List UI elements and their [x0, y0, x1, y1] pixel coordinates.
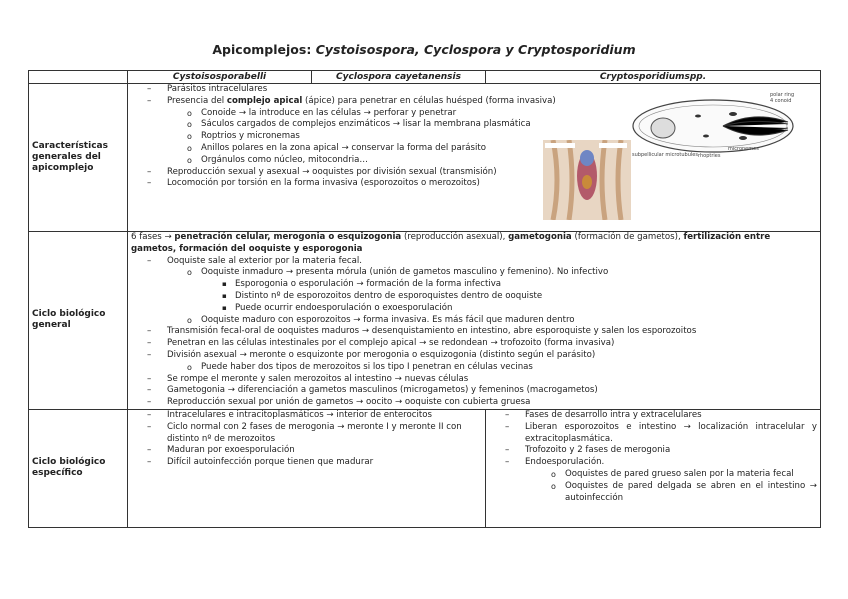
row-label: Características generales del apicomplejo — [29, 84, 128, 232]
header-empty — [29, 71, 128, 84]
list-item: – Endoesporulación. — [489, 457, 817, 469]
list-item — [131, 291, 817, 303]
life-cycle-list — [131, 256, 817, 409]
row-general-life-cycle — [29, 232, 821, 410]
text-run: Orgánulos como núcleo, mitocondria… — [201, 154, 369, 165]
list-item: – Maduran por exoesporulación — [131, 445, 482, 457]
list-item — [131, 178, 817, 190]
text-run: penetración celular, merogonia o esquizogonia — [174, 232, 402, 242]
life-cycle-intro — [131, 232, 817, 256]
list-item: o Ooquistes de pared grueso salen por la materia fecal — [489, 469, 817, 481]
list-item: – Fases de desarrollo intra y extracelulares — [489, 410, 817, 422]
text-run: Puede haber dos tipos de merozoitos si los tipo I penetran en células vecinas — [201, 361, 533, 372]
text-run: 6 fases → — [131, 232, 175, 242]
list-item — [131, 303, 817, 315]
list-item: – Difícil autoinfección porque tienen que madurar — [131, 457, 482, 469]
diagram-label-micronemes: micronemes — [728, 146, 759, 152]
list-item — [131, 315, 817, 327]
text-run: Penetran en las células intestinales por el complejo apical → se redondean → trofozoito (forma invasiva) — [167, 338, 615, 349]
text-run: complejo apical — [226, 95, 303, 106]
list-item — [131, 385, 817, 397]
list-item — [131, 338, 817, 350]
text-run: Presencia del — [167, 95, 227, 106]
diagram-label-microtubules: subpellicular microtubules — [632, 152, 698, 158]
text-run: Gametogonia → diferenciación a gametos masculinos (microgametos) y femeninos (macrogametos) — [167, 385, 598, 396]
text-run: (reproducción asexual), — [401, 232, 509, 242]
diagram-label-rhoptries: rhoptries — [698, 153, 721, 158]
text-run: Ooquiste maduro con esporozoitos → forma invasiva. Es más fácil que maduren dentro — [201, 314, 575, 325]
apicomplexan-diagram — [628, 88, 818, 158]
text-run: Anillos polares en la zona apical → conservar la forma del parásito — [201, 142, 487, 153]
row-label: Ciclo biológico específico — [29, 409, 128, 527]
cryptosporidium-specific-cell — [486, 409, 821, 527]
row-label: Ciclo biológico general — [29, 232, 128, 410]
text-run: Roptrios y micronemas — [201, 131, 300, 142]
list-item — [131, 374, 817, 386]
diagram-label-polar-ring: polar ring — [770, 92, 795, 98]
general-characteristics-cell — [128, 84, 821, 232]
text-run: Se rompe el meronte y salen merozoitos al intestino → nuevas células — [167, 373, 469, 384]
table-header-row — [29, 71, 821, 84]
list-item — [131, 362, 817, 374]
list-item: – Intracelulares e intracitoplasmáticos → interior de enterocitos — [131, 410, 482, 422]
row-general-characteristics — [29, 84, 821, 232]
host-cell-image — [543, 140, 631, 220]
text-run: Puede ocurrir endoesporulación o exoesporulación — [235, 302, 453, 313]
general-life-cycle-cell — [128, 232, 821, 410]
text-run: Reproducción sexual por unión de gametos → oocito → ooquiste con cubierta gruesa — [167, 397, 531, 408]
text-run: Esporogonia o esporulación → formación de la forma infectiva — [235, 279, 502, 290]
cystoisospora-specific-cell — [128, 409, 486, 527]
text-run: (formación de gametos), — [571, 232, 684, 242]
diagram-label-conoid: 4 conoid — [770, 98, 792, 104]
list-item: – Trofozoito y 2 fases de merogonia — [489, 445, 817, 457]
list-item — [131, 167, 817, 179]
list-item — [131, 256, 817, 268]
text-run: Sáculos cargados de complejos enzimáticos → lisar la membrana plasmática — [201, 119, 531, 130]
list-item — [131, 350, 817, 362]
list-item: o Ooquistes de pared delgada se abren en el intestino → autoinfección — [489, 481, 817, 505]
text-run: Parásitos intracelulares — [167, 84, 268, 94]
text-run: gametogonia — [508, 232, 572, 242]
page-title: Apicomplejos: Cystoisospora, Cyclospora y Cryptosporidium — [212, 42, 636, 57]
text-run: (ápice) para penetrar en células huésped (forma invasiva) — [302, 95, 556, 106]
text-run: Ooquiste inmaduro → presenta mórula (unión de gametos masculino y femenino). No infectivo — [201, 267, 609, 278]
list-item — [131, 279, 817, 291]
header-cystoisospora: Cystoisosporabelli — [128, 71, 312, 84]
header-cyclospora: Cyclospora cayetanensis — [312, 71, 486, 84]
text-run: División asexual → meronte o esquizonte por merogonia o esquizogonia (distinto según el parásito) — [167, 349, 596, 360]
header-cryptosporidium: Cryptosporidiumspp. — [486, 71, 821, 84]
row-specific-life-cycle — [29, 409, 821, 527]
text-run: Distinto nº de esporozoitos dentro de esporoquistes dentro de ooquiste — [235, 290, 543, 301]
list-item — [131, 326, 817, 338]
cystoisospora-list — [131, 410, 482, 469]
list-item: – Liberan esporozoitos e intestino → localización intracelular y extracitoplasmática. — [489, 422, 817, 446]
cryptosporidium-list — [489, 410, 817, 504]
list-item: – Ciclo normal con 2 fases de merogonia → meronte I y meronte II con distinto nº de merozoitos — [131, 422, 482, 446]
text-run: Conoide → la introduce en las células → perforar y penetrar — [201, 107, 457, 118]
list-item — [131, 397, 817, 409]
comparison-table — [28, 70, 821, 528]
list-item — [131, 267, 817, 279]
text-run: Transmisión fecal-oral de ooquistes maduros → desenquistamiento en intestino, abre esporoquiste y salen los esporozoitos — [167, 326, 697, 337]
text-run: Locomoción por torsión en la forma invasiva (esporozoitos o merozoitos) — [167, 178, 480, 189]
text-run: Reproducción sexual y asexual → ooquistes por división sexual (transmisión) — [167, 166, 497, 177]
text-run: Ooquiste sale al exterior por la materia fecal. — [167, 255, 363, 266]
text-run: fertilización entre gametos, formación del ooquiste y esporogonia — [131, 232, 771, 254]
